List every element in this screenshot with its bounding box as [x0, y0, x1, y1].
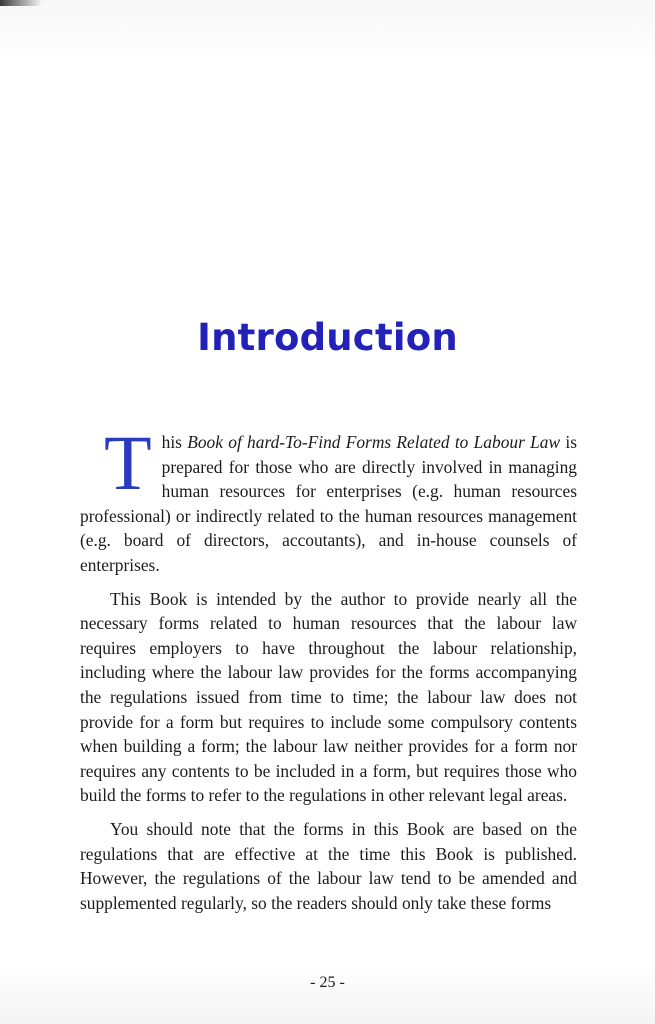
body-text [80, 419, 577, 924]
scan-edge-mark [0, 0, 42, 6]
intro-text-start: his [161, 432, 188, 452]
page-number: - 25 - [310, 974, 345, 991]
book-title-italic: Book of hard-To-Find Forms Related to Labour Law [187, 432, 561, 452]
drop-cap: T [104, 419, 152, 506]
page-title: Introduction [197, 316, 458, 359]
intro-paragraph [80, 419, 577, 578]
paragraph-purpose: This Book is intended by the author to provide nearly all the necessary forms related to human resources that the labour law requires employers to have throughout the labour relationship, including where the labour law provides for the forms accompanying the regulations issued from time to time; the labour law does not provide for a form but requires to include some compulsory contents when building a form; the labour law neither provides for a form nor requires any contents to be included in a form, but requires those who build the forms to refer to the regulations in other relevant legal areas. [80, 588, 577, 806]
paragraph-note: You should note that the forms in this Book are based on the regulations that are effective at the time this Book is published. However, the regulations of the labour law tend to be amended and supplemented regularly, so the readers should only take these forms [80, 818, 577, 913]
intro-text-rest: is prepared for those who are directly involved in managing human resources for enterprises (e.g. human resources professional) or indirectly related to the human resources management (e.g. board of directors, accoutants), and in-house counsels of enterprises. [80, 432, 577, 575]
